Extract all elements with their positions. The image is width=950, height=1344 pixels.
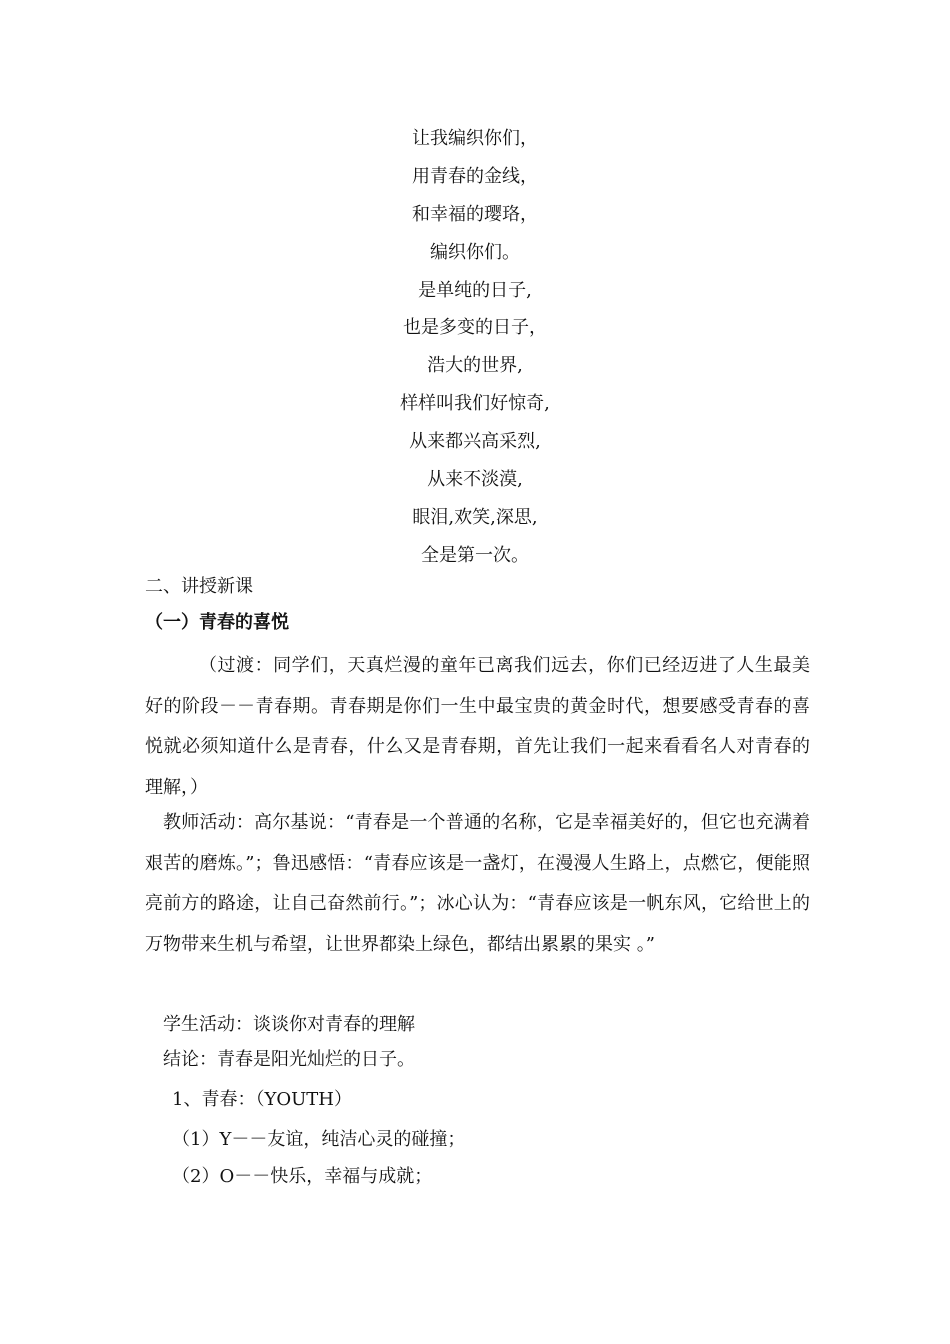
poem-line: 从来不淡漠, <box>427 469 523 491</box>
poem-line: 眼泪,欢笑,深思, <box>412 506 538 528</box>
poem-line: 用青春的金线， <box>412 165 538 187</box>
poem-line: 也是多变的日子， <box>403 317 547 339</box>
teacher-activity-paragraph: 教师活动：高尔基说：“青春是一个普通的名称，它是幸福美好的，但它也充满着艰苦的磨炼。”；鲁迅感悟：“青春应该是一盏灯，在漫漫人生路上，点燃它，便能照亮前方的路途，让自己奋然前行。”；冰心认为：“青春应该是一帆东风，它给世上的万物带来生机与希望，让世界都染上绿色，都结出累累的果实 。” <box>145 812 810 955</box>
section-heading: 二、讲授新课 <box>145 576 253 597</box>
poem-line: 浩大的世界, <box>427 355 523 377</box>
list-subitem-y: （1）Y－－友谊，纯洁心灵的碰撞； <box>172 1129 466 1150</box>
poem <box>0 120 950 575</box>
conclusion-line: 结论：青春是阳光灿烂的日子。 <box>163 1049 415 1070</box>
poem-line: 是单纯的日子, <box>418 279 532 301</box>
poem-line: 编织你们。 <box>430 241 520 263</box>
poem-line: 样样叫我们好惊奇, <box>400 393 550 415</box>
poem-line: 和幸福的璎珞， <box>412 203 538 225</box>
transition-paragraph: （过渡：同学们，天真烂漫的童年已离我们远去，你们已经迈进了人生最美好的阶段－－青春期。青春期是你们一生中最宝贵的黄金时代，想要感受青春的喜悦就必须知道什么是青春，什么又是青春期，首先让我们一起来看看名人对青春的理解，） <box>145 655 810 798</box>
poem-line: 全是第一次。 <box>421 544 529 566</box>
subsection-heading: （一）青春的喜悦 <box>145 612 289 633</box>
student-activity-line: 学生活动：谈谈你对青春的理解 <box>163 1014 415 1035</box>
poem-line: 从来都兴高采烈, <box>409 431 541 453</box>
list-item-youth: 1、青春：（YOUTH） <box>172 1089 352 1110</box>
poem-line: 让我编织你们， <box>412 128 538 149</box>
list-subitem-o: （2）O－－快乐，幸福与成就； <box>172 1166 433 1187</box>
